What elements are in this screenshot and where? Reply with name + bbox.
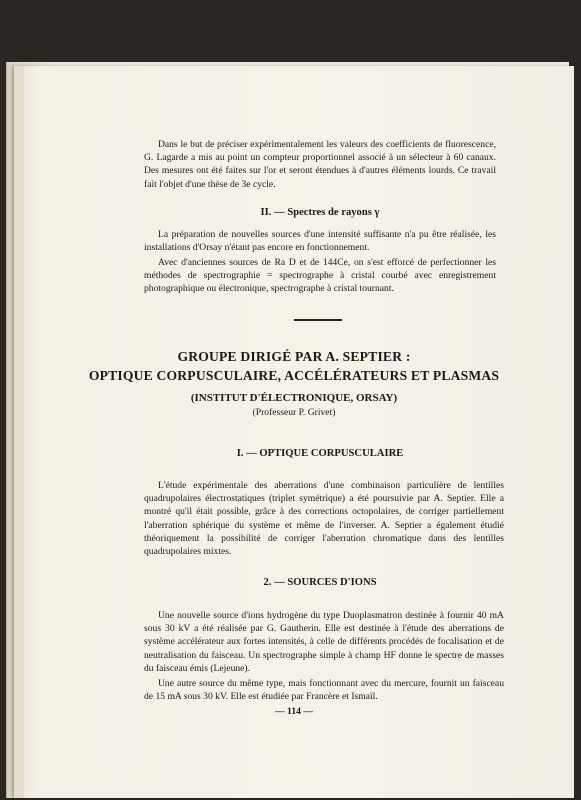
sources-heading: 2. — SOURCES D'IONS bbox=[263, 577, 377, 588]
document-page bbox=[14, 66, 574, 798]
sources-paragraph-1: Une nouvelle source d'ions hydrogène du type Duoplasmatron destinée à fournir 40 mA sous 30 kV a été réalisée par G. Gautherin. Elle est destinée à l'étude des aberrations de système accélérateur aux fortes intensités, à celle de différents procédés de focalisation et de neutralisation du faisceau. Un spectrographe simple à champ HF donne le spectre de masses du faisceau émis (Lejeune). bbox=[144, 610, 504, 674]
group-institute: (INSTITUT D'ÉLECTRONIQUE, ORSAY) bbox=[190, 392, 398, 404]
group-title-line1: GROUPE DIRIGÉ PAR A. SEPTIER : bbox=[177, 349, 411, 364]
page-number: — 114 — bbox=[275, 706, 313, 717]
optique-heading: I. — OPTIQUE CORPUSCULAIRE bbox=[236, 448, 404, 459]
section-divider bbox=[294, 319, 342, 321]
spectres-heading: II. — Spectres de rayons γ bbox=[260, 207, 380, 218]
optique-paragraph: L'étude expérimentale des aberrations d'une combinaison particulière de lentilles quadrupolaires électrostatiques (triplet symétrique) a été poursuivie par A. Septier. Elle a montré qu'il était possible, grâce à des corrections octopolaires, de corriger partiellement l'aberration sphérique du système et même de l'inverser. A. Septier a également étudié théoriquement la possibilité de corriger l'aberration chromatique dans des lentilles quadrupolaires mixtes. bbox=[144, 480, 504, 558]
group-title-line2: OPTIQUE CORPUSCULAIRE, ACCÉLÉRATEURS ET PLASMAS bbox=[88, 368, 500, 383]
page-gutter-edge bbox=[14, 66, 24, 798]
spectres-paragraph-1: La préparation de nouvelles sources d'une intensité suffisante n'a pu être réalisée, les installations d'Orsay n'étant pas encore en fonctionnement. bbox=[144, 229, 496, 254]
spectres-paragraph-2: Avec d'anciennes sources de Ra D et de 144Ce, on s'est efforcé de perfectionner les méthodes de spectrographie = spectrographe à cristal courbé avec enregistrement photographique ou électronique, spectrographe à cristal tournant. bbox=[144, 257, 496, 295]
group-professor: (Professeur P. Grivet) bbox=[252, 407, 336, 418]
sources-paragraph-2: Une autre source du même type, mais fonctionnant avec du mercure, fournit un faisceau de 15 mA sous 30 kV. Elle est étudiée par Francère et Ismaïl. bbox=[144, 678, 504, 703]
intro-paragraph: Dans le but de préciser expérimentalement les valeurs des coefficients de fluorescence, G. Lagarde a mis au point un compteur proportionnel associé à un sélecteur à 60 canaux. Des mesures ont été faites sur l'or et seront étendues à d'autres éléments lourds. Ce travail fait l'objet d'une thèse de 3e cycle. bbox=[144, 139, 496, 190]
